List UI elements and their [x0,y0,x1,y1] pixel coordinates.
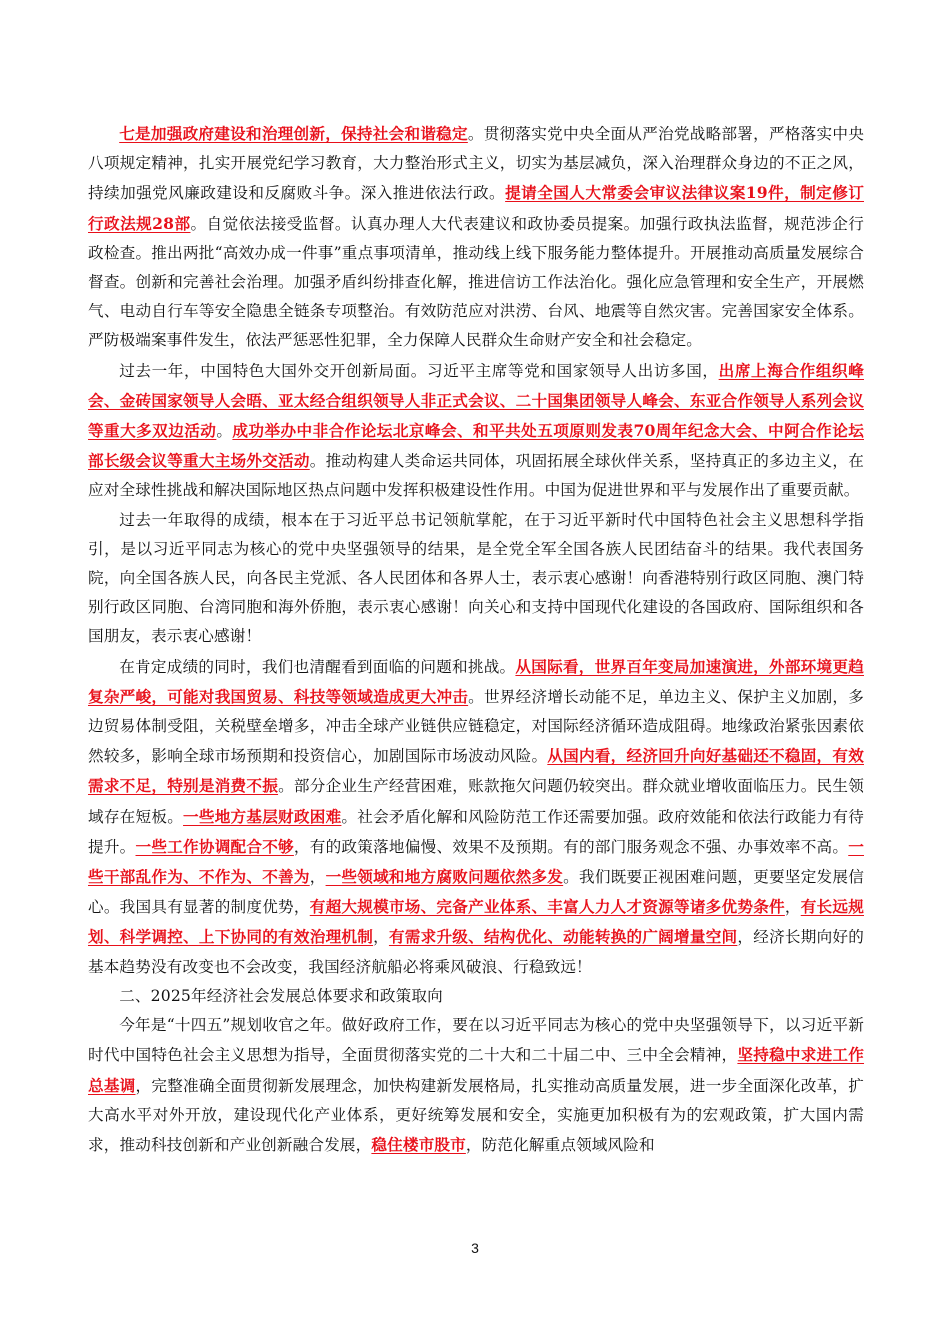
highlighted-text: 有需求升级、结构优化、动能转换的广阔增量空间 [388,927,738,947]
paragraph-achievements [88,506,864,652]
paragraph-challenges [88,652,864,982]
highlighted-text: 一些干部乱作为、不作为、不善为 [88,836,864,887]
highlighted-text: 有长远规划、科学调控、上下协同的有效治理机制 [88,897,864,947]
body-text: ， [373,928,389,947]
body-text: 今年是“十四五”规划收官之年。做好政府工作，要在以习近平同志为核心的党中央坚强领导下，以习近平新时代中国特色社会主义思想为指导，全面贯彻落实党的二十大和二十届二中、三中全会精神， [88,1016,864,1065]
highlighted-text: 一些领域和地方腐败问题依然多发 [325,867,564,887]
body-text: 在肯定成绩的同时，我们也清醒看到面临的问题和挑战。 [119,657,516,676]
body-text: 。 [216,422,233,441]
body-text: 二、2025年经济社会发展总体要求和政策取向 [119,986,443,1005]
highlighted-text: 七是加强政府建设和治理创新，保持社会和谐稳定 [119,124,468,143]
body-text: 。自觉依法接受监督。认真办理人大代表建议和政协委员提案。加强行政执法监督，规范涉企行政检查。推出两批“高效办成一件事”重点事项清单，推动线上线下服务能力整体提升。开展推动高质量发展综合督查。创新和完善社会治理。加强矛盾纠纷排查化解，推进信访工作法治化。强化应急管理和安全生产，开展燃气、电动自行车等安全隐患全链条专项整治。有效防范应对洪涝、台风、地震等自然灾害。完善国家安全体系。严防极端案事件发生，依法严惩恶性犯罪，全力保障人民群众生命财产安全和社会稳定。 [88,214,864,350]
highlighted-text: 一些工作协调配合不够 [135,836,294,856]
highlighted-text: 有超大规模市场、完备产业体系、丰富人力人才资源等诸多优势条件 [309,897,785,917]
highlighted-text: 成功举办中非合作论坛北京峰会、和平共处五项原则发表70周年纪念大会、中阿合作论坛部长级会议等重大主场外交活动 [88,421,864,471]
highlighted-text: 稳住楼市股市 [371,1134,466,1154]
highlighted-text: 从国内看，经济回升向好基础还不稳固，有效需求不足，特别是消费不振 [88,746,864,796]
section-heading [88,982,864,1011]
body-text: ，有的政策落地偏慢、效果不及预期。有的部门服务观念不强、办事效率不高。 [293,837,849,856]
body-text: ，防范化解重点领域风险和 [465,1135,655,1154]
body-text: 过去一年取得的成绩，根本在于习近平总书记领航掌舵，在于习近平新时代中国特色社会主义思想科学指引，是以习近平同志为核心的党中央坚强领导的结果，是全党全军全国各族人民团结奋斗的结果。我代表国务院，向全国各族人民，向各民主党派、各人民团体和各界人士，表示衷心感谢！向香港特别行政区同胞、澳门特别行政区同胞、台湾同胞和海外侨胞，表示衷心感谢！向关心和支持中国现代化建设的各国政府、国际组织和各国朋友，表示衷心感谢！ [88,510,864,646]
body-text: 。世界经济增长动能不足，单边主义、保护主义加剧，多边贸易体制受阻，关税壁垒增多，冲击全球产业链供应链稳定，对国际经济循环造成阻碍。地缘政治紧张因素依然较多，影响全球市场预期和投资信心，加剧国际市场波动风险。 [88,687,864,766]
highlighted-text: 出席上海合作组织峰会、金砖国家领导人会晤、亚太经合组织领导人非正式会议、二十国集团领导人峰会、东亚合作领导人系列会议等重大多双边活动 [88,360,864,441]
body-text: ，经济长期向好的基本趋势没有改变也不会改变，我国经济航船必将乘风破浪、行稳致远！ [88,928,865,976]
body-text: ， [309,868,326,887]
page-number: 3 [471,1240,479,1256]
body-text: ，完整准确全面贯彻新发展理念，加快构建新发展格局，扎实推动高质量发展，进一步全面深化改革，扩大高水平对外开放，建设现代化产业体系，更好统筹发展和安全，实施更加积极有为的宏观政策，扩大国内需求，推动科技创新和产业创新融合发展， [88,1076,864,1154]
highlighted-text: 从国际看，世界百年变局加速演进，外部环境更趋复杂严峻，可能对我国贸易、科技等领域造成更大冲击 [88,656,864,706]
body-text: 过去一年，中国特色大国外交开创新局面。习近平主席等党和国家领导人出访多国， [119,361,719,380]
highlighted-text: 坚持稳中求进工作总基调 [88,1045,865,1095]
paragraph-general-requirements [88,1011,864,1160]
body-text: 。贯彻落实党中央全面从严治党战略部署，严格落实中央八项规定精神，扎实开展党纪学习教育，大力整治形式主义，切实为基层减负，深入治理群众身边的不正之风，持续加强党风廉政建设和反腐败斗争。深入推进依法行政。 [88,125,864,203]
body-text: 。社会矛盾化解和风险防范工作还需要加强。政府效能和依法行政能力有待提升。 [88,807,864,856]
document-body [88,119,864,1160]
highlighted-text: 一些地方基层财政困难 [183,806,342,826]
body-text: 。我们既要正视困难问题，更要坚定发展信心。我国具有显著的制度优势， [88,868,864,917]
body-text: 。推动构建人类命运共同体，巩固拓展全球伙伴关系，坚持真正的多边主义，在应对全球性挑战和解决国际地区热点问题中发挥积极建设性作用。中国为促进世界和平与发展作出了重要贡献。 [88,452,864,500]
body-text: ， [784,898,801,917]
paragraph-diplomacy [88,356,864,506]
body-text: 。部分企业生产经营困难，账款拖欠问题仍较突出。群众就业增收面临压力。民生领域存在短板。 [88,777,864,826]
highlighted-text: 提请全国人大常委会审议法律议案19件，制定修订行政法规28部 [88,183,864,233]
paragraph-governance [88,119,864,356]
